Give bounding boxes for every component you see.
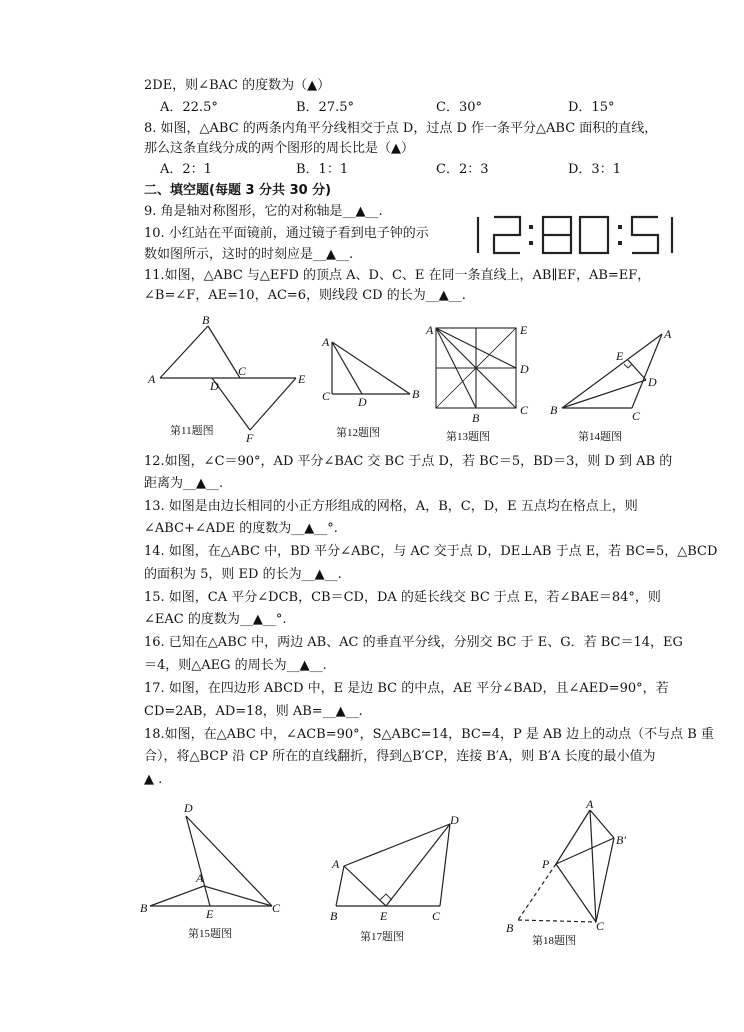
fig17-label-d: D <box>450 813 459 827</box>
q14-stem-line1: 14. 如图，在△ABC 中，BD 平分∠ABC，与 AC 交于点 D，DE⊥AB 于点 E，若 BC=5，△BCD <box>144 544 718 559</box>
fig15-label-a: A <box>196 871 204 885</box>
fig12-label-a: A <box>322 335 330 349</box>
fig12-label-d: D <box>358 395 367 409</box>
q18-stem-line1: 18.如图，在△ABC 中，∠ACB=90°，S△ABC=14，BC=4，P 是 AB 边上的动点（不与点 B 重 <box>144 727 714 742</box>
q7-option-d: D．15° <box>568 100 615 115</box>
fig11-label-d: D <box>210 379 219 393</box>
fig14-label-b: B <box>550 403 558 417</box>
fig18-caption: 第18题图 <box>532 935 576 947</box>
fig11-label-c: C <box>238 364 247 378</box>
figure-14 <box>544 324 680 446</box>
fig14-label-a: A <box>664 327 672 341</box>
q8-stem-line1: 8. 如图，△ABC 的两条内角平分线相交于点 D，过点 D 作一条平分△ABC 面积的直线， <box>144 121 658 136</box>
q9-stem: 9. 角是轴对称图形，它的对称轴是__▲__. <box>144 204 383 219</box>
q17-stem-line1: 17. 如图，在四边形 ABCD 中，E 是边 BC 的中点，AE 平分∠BAD，且∠AED=90°，若 <box>144 681 669 696</box>
section-heading-fill-blank: 二、填空题(每题 3 分共 30 分) <box>144 183 332 198</box>
fig14-label-d: D <box>648 375 657 389</box>
q10-stem-line1: 10. 小红站在平面镜前，通过镜子看到电子钟的示 <box>144 226 429 241</box>
q8-stem-line2: 那么这条直线分成的两个图形的周长比是（▲） <box>144 141 414 156</box>
q8-option-c: C．2：3 <box>436 162 489 177</box>
fig18-label-bprime: B′ <box>616 833 626 847</box>
fig12-label-c: C <box>322 389 331 403</box>
q12-stem-line1: 12.如图，∠C＝90°，AD 平分∠BAC 交 BC 于点 D，若 BC＝5，BD＝3，则 D 到 AB 的 <box>144 454 673 469</box>
fig13-label-e: E <box>520 323 528 337</box>
q16-stem-line1: 16. 已知在△ABC 中，两边 AB、AC 的垂直平分线，分别交 BC 于 E、G．若 BC＝14，EG <box>144 635 683 650</box>
q16-stem-line2: ＝4，则△AEG 的周长为__▲__. <box>144 658 327 673</box>
q15-stem-line1: 15. 如图，CA 平分∠DCB，CB＝CD，DA 的延长线交 BC 于点 E，若∠BAE＝84°，则 <box>144 590 661 605</box>
q11-stem-line2: ∠B=∠F，AE=10，AC=6，则线段 CD 的长为__▲__. <box>144 288 466 303</box>
fig12-caption: 第12题图 <box>336 427 380 439</box>
fig14-label-e: E <box>616 349 624 363</box>
fig17-label-e: E <box>380 909 388 923</box>
q18-stem-line3: ▲ . <box>144 772 163 787</box>
fig13-label-c: C <box>520 403 529 417</box>
q13-stem-line2: ∠ABC+∠ADE 的度数为__▲__°. <box>144 521 338 536</box>
figure-13 <box>424 322 534 446</box>
fig11-label-e: E <box>298 372 306 386</box>
q8-option-b: B．1：1 <box>296 162 349 177</box>
q17-stem-line2: CD=2AB，AD=18，则 AB=__▲__. <box>144 704 363 719</box>
fig18-label-c: C <box>596 919 605 933</box>
fig15-label-c: C <box>272 901 281 915</box>
figure-12 <box>318 326 428 444</box>
q8-option-d: D．3：1 <box>568 162 621 177</box>
fig17-label-c: C <box>432 909 441 923</box>
q11-stem-line1: 11.如图，△ABC 与△EFD 的顶点 A、D、C、E 在同一条直线上，AB∥EF，AB=EF， <box>144 268 651 283</box>
fig14-label-c: C <box>632 409 641 423</box>
q7-option-c: C．30° <box>436 100 482 115</box>
fig15-label-b: B <box>140 901 148 915</box>
fig18-label-b: B <box>506 921 514 935</box>
fig13-label-d: D <box>520 362 529 376</box>
fig18-label-p: P <box>542 857 550 871</box>
fig13-caption: 第13题图 <box>446 431 490 443</box>
fig17-label-b: B <box>330 909 338 923</box>
fig11-caption: 第11题图 <box>170 425 214 437</box>
q7-stem-tail: 2DE，则∠BAC 的度数为（▲） <box>144 78 331 93</box>
fig17-label-a: A <box>332 857 340 871</box>
fig17-caption: 第17题图 <box>360 931 404 943</box>
q7-option-b: B．27.5° <box>296 100 354 115</box>
figure-17 <box>326 812 468 946</box>
fig11-label-f: F <box>246 431 254 444</box>
q7-option-a: A．22.5° <box>160 100 218 115</box>
figure-11 <box>146 312 316 444</box>
q18-stem-line2: 合），将△BCP 沿 CP 所在的直线翻折，得到△B′CP，连接 B′A，则 B′A 长度的最小值为 <box>144 749 656 764</box>
fig15-label-d: D <box>184 801 193 815</box>
fig15-label-e: E <box>206 907 214 921</box>
fig11-label-b: B <box>202 313 210 327</box>
q12-stem-line2: 距离为__▲__. <box>144 476 224 491</box>
figure-15 <box>136 800 292 946</box>
digital-clock-figure <box>470 212 680 258</box>
fig14-caption: 第14题图 <box>578 431 622 443</box>
q15-stem-line2: ∠EAC 的度数为__▲__°. <box>144 612 287 627</box>
q13-stem-line1: 13. 如图是由边长相同的小正方形组成的网格，A，B，C，D，E 五点均在格点上，则 <box>144 499 638 514</box>
q8-option-a: A．2：1 <box>160 162 212 177</box>
q14-stem-line2: 的面积为 5，则 ED 的长为__▲__. <box>144 567 342 582</box>
fig12-label-b: B <box>412 387 420 401</box>
fig11-label-a: A <box>148 372 156 386</box>
fig15-caption: 第15题图 <box>188 928 232 940</box>
figure-18 <box>500 796 640 954</box>
q10-stem-line2: 数如图所示，这时的时刻应是__▲__. <box>144 247 354 262</box>
clock-digits <box>470 212 680 258</box>
fig18-label-a: A <box>586 797 594 811</box>
fig13-label-a: A <box>426 323 434 337</box>
fig13-label-b: B <box>472 411 480 425</box>
